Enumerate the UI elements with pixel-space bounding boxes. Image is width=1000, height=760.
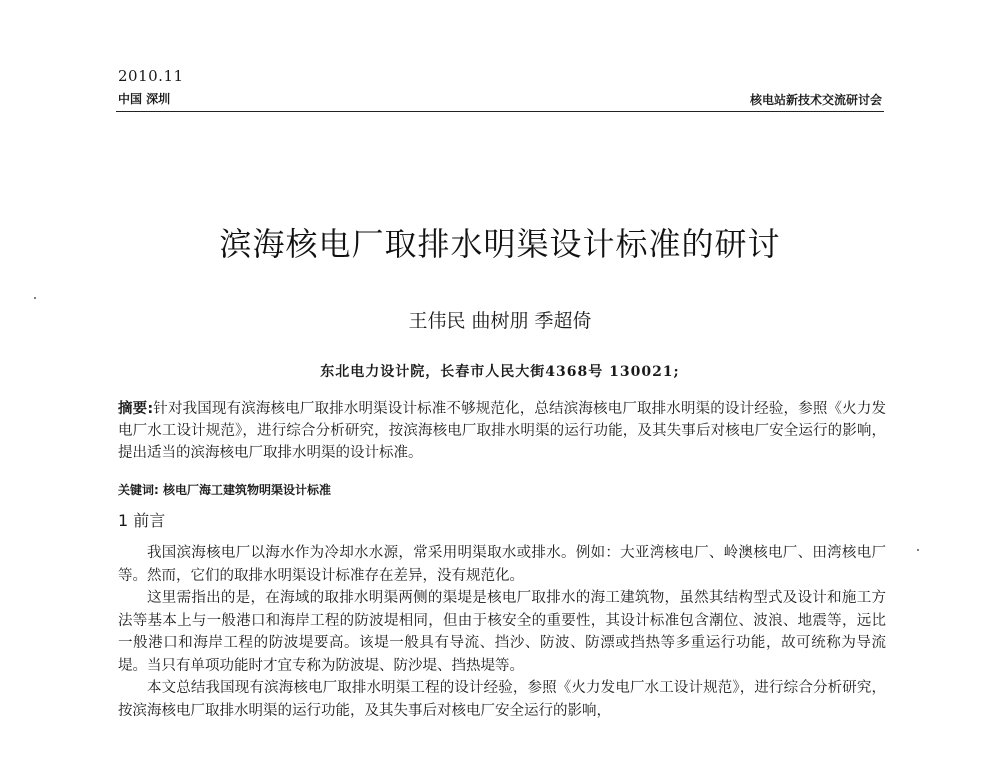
running-header-left xyxy=(118,66,184,108)
header-conference: 核电站新技术交流研讨会 xyxy=(749,93,882,107)
scan-speck xyxy=(917,549,919,551)
scan-speck xyxy=(34,297,36,299)
body-text xyxy=(118,542,886,722)
header-location: 中国 深圳 xyxy=(118,92,171,106)
paper-authors: 王伟民 曲树朋 季超倚 xyxy=(408,310,592,332)
paper-title: 滨海核电厂取排水明渠设计标准的研讨 xyxy=(219,225,781,263)
header-divider xyxy=(116,111,884,112)
keywords-text: 核电厂海工建筑物明渠设计标准 xyxy=(163,483,332,497)
keywords-label: 关键词: xyxy=(118,483,159,497)
paper-affiliation: 东北电力设计院，长春市人民大街4368号 130021; xyxy=(320,364,680,380)
body-paragraph: 这里需指出的是，在海域的取排水明渠两侧的渠堤是核电厂取排水的海工建筑物，虽然其结构型式及设计和施工方法等基本上与一般港口和海岸工程的防波堤相同，但由于核安全的重要性，其设计标准包含潮位、波浪、地震等，远比一般港口和海岸工程的防波堤要高。该堤一般具有导流、挡沙、防波、防漂或挡热等多重运行功能，故可统称为导流堤。当只有单项功能时才宜专称为防波堤、防沙堤、挡热堤等。 xyxy=(118,590,886,674)
section-heading: 1 前言 xyxy=(118,511,166,530)
abstract-label: 摘要: xyxy=(118,401,154,417)
body-paragraph: 本文总结我国现有滨海核电厂取排水明渠工程的设计经验，参照《火力发电厂水工设计规范》，进行综合分析研究，按滨海核电厂取排水明渠的运行功能，及其失事后对核电厂安全运行的影响， xyxy=(118,680,886,719)
abstract-text: 针对我国现有滨海核电厂取排水明渠设计标准不够规范化，总结滨海核电厂取排水明渠的设计经验，参照《火力发电厂水工设计规范》，进行综合分析研究，按滨海核电厂取排水明渠的运行功能，及其失事后对核电厂安全运行的影响，提出适当的滨海核电厂取排水明渠的设计标准。 xyxy=(118,401,886,461)
body-paragraph: 我国滨海核电厂以海水作为冷却水水源，常采用明渠取水或排水。例如：大亚湾核电厂、岭澳核电厂、田湾核电厂等。然而，它们的取排水明渠设计标准存在差异，没有规范化。 xyxy=(118,545,886,584)
header-date: 2010.11 xyxy=(118,67,184,85)
abstract xyxy=(118,398,886,464)
keywords xyxy=(118,480,886,500)
